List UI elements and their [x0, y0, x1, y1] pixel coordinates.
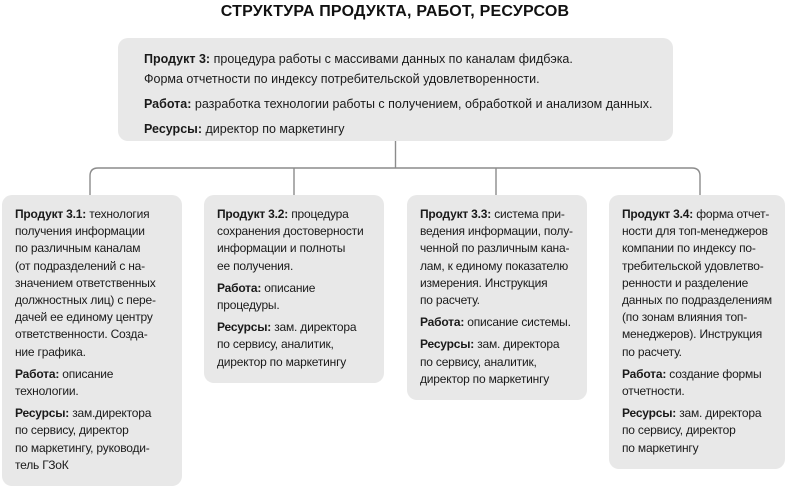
- product-label: Продукт 3.3:: [420, 207, 492, 221]
- resources-label: Ресурсы:: [420, 337, 475, 352]
- paragraph-work: [217, 280, 376, 314]
- child-box-product-3-2: [204, 195, 384, 383]
- work-label: Работа:: [217, 280, 262, 295]
- resources-text: зам. директора по сервису, аналитик, директор по маркетингу: [217, 320, 357, 369]
- paragraph-product: [217, 206, 376, 275]
- paragraph-product: [420, 206, 579, 309]
- child-box-product-3-4: [609, 195, 785, 469]
- resources-label: Ресурсы:: [15, 406, 70, 421]
- product-text: система при- ведения информации, полу- ченной по различным кана- лам, к единому показателю измерения. Инструкция по расчету.: [420, 207, 573, 308]
- root-box-product-3: [118, 38, 673, 141]
- product-label: Продукт 3:: [144, 52, 211, 66]
- resources-label: Ресурсы:: [622, 406, 677, 421]
- child-box-product-3-1: [2, 195, 182, 486]
- resources-text: зам. директора по сервису, директор по маркетингу: [622, 406, 762, 455]
- root-paragraph-work: [144, 94, 657, 114]
- paragraph-resources: [217, 319, 376, 371]
- work-text: создание формы отчетности.: [622, 366, 762, 399]
- product-text: технология получения информации по различным каналам (от подразделений с на- значением ответственных должностных лиц) с пере- дачей ее единому центру ответственности. Созда- ние графика.: [15, 207, 156, 359]
- paragraph-resources: [15, 405, 174, 474]
- root-paragraph-product: [144, 49, 657, 89]
- connector-rail: [90, 168, 700, 195]
- paragraph-work: [15, 366, 174, 400]
- resources-text: директор по маркетингу: [205, 122, 345, 136]
- paragraph-work: [420, 314, 579, 331]
- paragraph-work: [622, 366, 777, 400]
- resources-text: зам. директора по сервису, аналитик, директор по маркетингу: [420, 337, 560, 386]
- work-text: описание системы.: [467, 315, 571, 330]
- work-label: Работа:: [144, 97, 192, 111]
- work-text: разработка технологии работы с получением, обработкой и анализом данных.: [194, 97, 653, 111]
- product-text: форма отчет- ности для топ-менеджеров компании по индексу по- требительской удовлетво- ренности и разделение данных по подразделениям (по зонам влияния топ- менеджеров). Инструкция по расчету.: [622, 207, 772, 359]
- product-label: Продукт 3.2:: [217, 207, 289, 221]
- resources-label: Ресурсы:: [144, 122, 202, 136]
- work-text: описание технологии.: [15, 366, 114, 399]
- product-text: процедура сохранения достоверности информации и полноты ее получения.: [217, 207, 364, 273]
- work-label: Работа:: [420, 315, 465, 330]
- paragraph-product: [622, 206, 777, 361]
- diagram-title: СТРУКТУРА ПРОДУКТА, РАБОТ, РЕСУРСОВ: [220, 3, 570, 20]
- resources-label: Ресурсы:: [217, 320, 272, 335]
- paragraph-product: [15, 206, 174, 361]
- work-label: Работа:: [15, 366, 60, 381]
- work-label: Работа:: [622, 366, 667, 381]
- product-label: Продукт 3.4:: [622, 207, 694, 221]
- work-text: описание процедуры.: [217, 280, 316, 313]
- root-paragraph-resources: [144, 119, 657, 139]
- resources-text: зам.директора по сервису, директор по маркетингу, руководи- тель ГЗоК: [15, 406, 152, 472]
- child-box-product-3-3: [407, 195, 587, 400]
- paragraph-resources: [622, 405, 777, 457]
- product-text: процедура работы с массивами данных по каналам фидбэка. Форма отчетности по индексу потребительской удовлетворенности.: [144, 52, 573, 86]
- product-label: Продукт 3.1:: [15, 207, 87, 221]
- paragraph-resources: [420, 336, 579, 388]
